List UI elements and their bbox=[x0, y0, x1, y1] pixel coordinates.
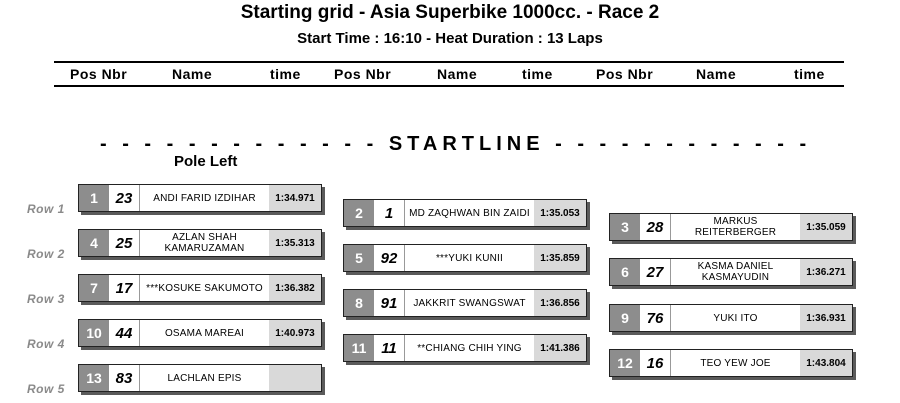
rider-name: ***YUKI KUNII bbox=[435, 252, 504, 264]
pole-label: Pole Left bbox=[174, 153, 238, 170]
row-label-2: Row 2 bbox=[27, 247, 65, 261]
page-title: Starting grid - Asia Superbike 1000cc. - Race 2 bbox=[240, 2, 660, 23]
rider-name: MARKUS REITERBERGER bbox=[694, 216, 777, 238]
rider-name: KASMA DANIEL KASMAYUDIN bbox=[697, 261, 774, 283]
rider-number: 76 bbox=[640, 305, 671, 331]
rider-name: OSAMA MAREAI bbox=[164, 327, 245, 339]
header-time-2: time bbox=[522, 66, 553, 82]
rider-number: 27 bbox=[640, 259, 671, 285]
rider-name: YUKI ITO bbox=[713, 312, 758, 324]
startline-banner: - - - - - - - - - - - - - STARTLINE - - - - - - - - - - - - bbox=[100, 133, 812, 155]
grid-position: 4 bbox=[79, 230, 109, 256]
rider-number: 23 bbox=[109, 185, 140, 211]
grid-position: 12 bbox=[610, 350, 640, 376]
grid-entry bbox=[343, 289, 587, 317]
grid-entry bbox=[343, 199, 587, 227]
header-time-3: time bbox=[794, 66, 825, 82]
grid-position: 13 bbox=[79, 365, 109, 391]
page-subtitle: Start Time : 16:10 - Heat Duration : 13 Laps bbox=[297, 30, 603, 47]
grid-position: 9 bbox=[610, 305, 640, 331]
header-name-2: Name bbox=[437, 66, 478, 82]
rider-name: JAKKRIT SWANGSWAT bbox=[413, 297, 526, 309]
rider-number: 28 bbox=[640, 214, 671, 240]
rider-number: 16 bbox=[640, 350, 671, 376]
header-name-1: Name bbox=[172, 66, 213, 82]
row-label-3: Row 3 bbox=[27, 292, 65, 306]
grid-position: 3 bbox=[610, 214, 640, 240]
header-pos-nbr-1: Pos Nbr bbox=[70, 66, 128, 82]
rider-name: MD ZAQHWAN BIN ZAIDI bbox=[409, 207, 530, 219]
qualifying-time: 1:34.971 bbox=[269, 185, 321, 211]
grid-entry bbox=[78, 229, 322, 257]
grid-entry bbox=[78, 184, 322, 212]
rider-number: 17 bbox=[109, 275, 140, 301]
rider-name: ANDI FARID IZDIHAR bbox=[153, 192, 256, 204]
qualifying-time: 1:36.382 bbox=[269, 275, 321, 301]
qualifying-time bbox=[269, 365, 321, 391]
header-time-1: time bbox=[270, 66, 301, 82]
grid-entry bbox=[609, 349, 853, 377]
grid-entry bbox=[343, 334, 587, 362]
rider-number: 83 bbox=[109, 365, 140, 391]
grid-position: 6 bbox=[610, 259, 640, 285]
grid-entry bbox=[609, 213, 853, 241]
grid-entry bbox=[78, 364, 322, 392]
qualifying-time: 1:40.973 bbox=[269, 320, 321, 346]
row-label-1: Row 1 bbox=[27, 202, 65, 216]
qualifying-time: 1:35.053 bbox=[534, 200, 586, 226]
grid-entry bbox=[78, 274, 322, 302]
header-top-rule bbox=[54, 61, 844, 63]
qualifying-time: 1:36.271 bbox=[800, 259, 852, 285]
qualifying-time: 1:35.313 bbox=[269, 230, 321, 256]
rider-number: 25 bbox=[109, 230, 140, 256]
rider-number: 44 bbox=[109, 320, 140, 346]
grid-entry bbox=[343, 244, 587, 272]
rider-number: 91 bbox=[374, 290, 405, 316]
qualifying-time: 1:36.856 bbox=[534, 290, 586, 316]
qualifying-time: 1:41.386 bbox=[534, 335, 586, 361]
rider-name: ***KOSUKE SAKUMOTO bbox=[146, 282, 263, 294]
grid-entry bbox=[78, 319, 322, 347]
grid-position: 1 bbox=[79, 185, 109, 211]
qualifying-time: 1:36.931 bbox=[800, 305, 852, 331]
grid-position: 2 bbox=[344, 200, 374, 226]
qualifying-time: 1:43.804 bbox=[800, 350, 852, 376]
grid-entry bbox=[609, 304, 853, 332]
qualifying-time: 1:35.059 bbox=[800, 214, 852, 240]
qualifying-time: 1:35.859 bbox=[534, 245, 586, 271]
rider-name: AZLAN SHAH KAMARUZAMAN bbox=[164, 232, 245, 254]
header-name-3: Name bbox=[696, 66, 737, 82]
rider-name: **CHIANG CHIH YING bbox=[417, 342, 522, 354]
grid-entry bbox=[609, 258, 853, 286]
header-bottom-rule bbox=[54, 85, 844, 87]
header-pos-nbr-3: Pos Nbr bbox=[596, 66, 654, 82]
rider-name: LACHLAN EPIS bbox=[167, 372, 242, 384]
rider-name: TEO YEW JOE bbox=[700, 357, 771, 369]
grid-position: 11 bbox=[344, 335, 374, 361]
rider-number: 11 bbox=[374, 335, 405, 361]
rider-number: 1 bbox=[374, 200, 405, 226]
grid-position: 5 bbox=[344, 245, 374, 271]
header-pos-nbr-2: Pos Nbr bbox=[334, 66, 392, 82]
grid-position: 8 bbox=[344, 290, 374, 316]
row-label-4: Row 4 bbox=[27, 337, 65, 351]
rider-number: 92 bbox=[374, 245, 405, 271]
row-label-5: Row 5 bbox=[27, 382, 65, 396]
grid-position: 7 bbox=[79, 275, 109, 301]
grid-position: 10 bbox=[79, 320, 109, 346]
